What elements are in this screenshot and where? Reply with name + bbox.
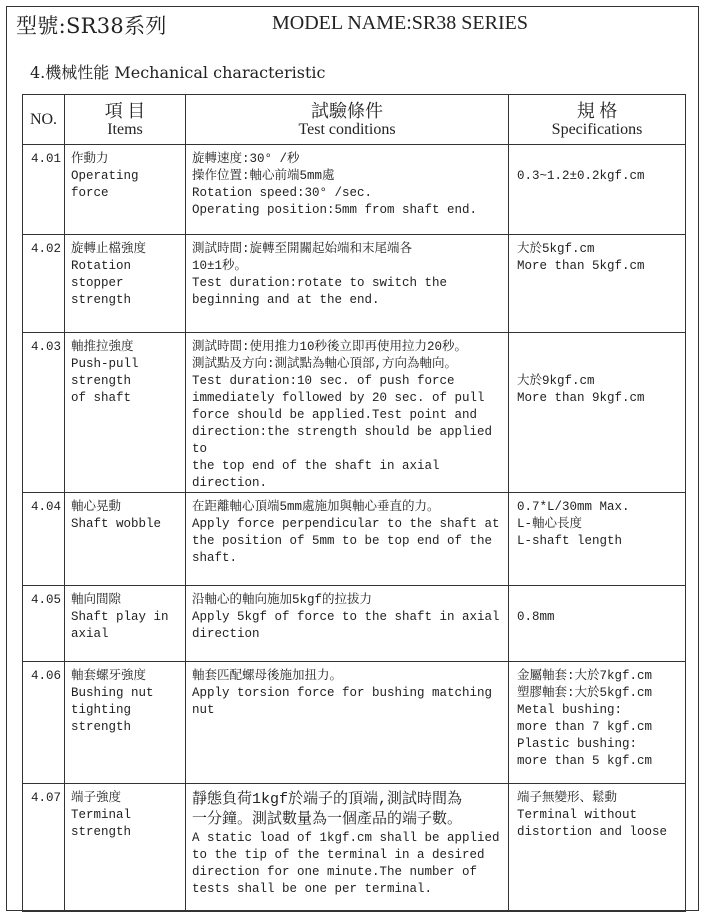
- row-conditions: 測試時間:旋轉至開關起始端和末尾端各 10±1秒。 Test duration:rotate to switch the beginning and at the end.: [186, 235, 509, 333]
- header-conditions: [186, 95, 509, 145]
- table-row: [23, 145, 686, 235]
- table-row: [23, 493, 686, 586]
- row-no: 4.04: [23, 493, 65, 586]
- row-specification: 端子無變形、鬆動 Terminal without distortion and loose: [509, 784, 686, 912]
- row-specification: 金屬軸套:大於7kgf.cm 塑膠軸套:大於5kgf.cm Metal bushing: more than 7 kgf.cm Plastic bushing: more than 5 kgf.cm: [509, 662, 686, 784]
- section-title: 4.機械性能 Mechanical characteristic: [30, 63, 326, 82]
- row-conditions: 沿軸心的軸向施加5kgf的拉拔力 Apply 5kgf of force to the shaft in axial direction: [186, 586, 509, 662]
- table-row: [23, 784, 686, 912]
- row-conditions: 旋轉速度:30° /秒 操作位置:軸心前端5mm處 Rotation speed:30° /sec. Operating position:5mm from shaft end.: [186, 145, 509, 235]
- row-specification: 0.3~1.2±0.2kgf.cm: [509, 145, 686, 235]
- row-no: 4.01: [23, 145, 65, 235]
- row-item: 軸套螺牙強度 Bushing nut tighting strength: [65, 662, 186, 784]
- row-specification: 0.7*L/30mm Max. L-軸心長度 L-shaft length: [509, 493, 686, 586]
- mechanical-characteristics-table: [22, 94, 686, 912]
- row-specification: 0.8mm: [509, 586, 686, 662]
- table-row: [23, 333, 686, 493]
- row-item: 旋轉止檔強度 Rotation stopper strength: [65, 235, 186, 333]
- header-conditions-en: Test conditions: [298, 120, 396, 138]
- header-no: NO.: [23, 95, 65, 145]
- row-no: 4.05: [23, 586, 65, 662]
- row-item: 端子強度 Terminal strength: [65, 784, 186, 912]
- row-no: 4.03: [23, 333, 65, 493]
- model-title-en: MODEL NAME:SR38 SERIES: [272, 12, 528, 34]
- table-header-row: [23, 95, 686, 145]
- row-conditions: 測試時間:使用推力10秒後立即再使用拉力20秒。 測試點及方向:測試點為軸心頂部,方向為軸向。 Test duration:10 sec. of push force immediately followed by 20 sec. of pull force should be applied.Test point and direction:the strength should be applied to the top end of the shaft in axial direction.: [186, 333, 509, 493]
- header-items: [65, 95, 186, 145]
- header-items-en: Items: [107, 120, 143, 138]
- row-item: 作動力 Operating force: [65, 145, 186, 235]
- header-conditions-zh: 試驗條件: [311, 100, 383, 121]
- row-conditions-zh: 靜態負荷1kgf於端子的頂端,測試時間為 一分鐘。測試數量為一個產品的端子數。: [192, 791, 463, 828]
- model-title-zh: 型號:SR38系列: [16, 14, 167, 38]
- table-row: [23, 586, 686, 662]
- row-specification: 大於5kgf.cm More than 5kgf.cm: [509, 235, 686, 333]
- row-item: 軸心晃動 Shaft wobble: [65, 493, 186, 586]
- header-specifications-en: Specifications: [551, 120, 643, 138]
- row-item: 軸推拉強度 Push-pull strength of shaft: [65, 333, 186, 493]
- row-conditions: 軸套匹配螺母後施加扭力。 Apply torsion force for bushing matching nut: [186, 662, 509, 784]
- row-conditions: [186, 784, 509, 912]
- header-items-zh: 項 目: [104, 100, 146, 121]
- row-specification: 大於9kgf.cm More than 9kgf.cm: [509, 333, 686, 493]
- row-conditions-en: A static load of 1kgf.cm shall be applied to the tip of the terminal in a desired direction for one minute.The number of tests shall be one per terminal.: [192, 831, 500, 896]
- header-specifications-zh: 規 格: [576, 100, 618, 121]
- row-no: 4.06: [23, 662, 65, 784]
- table-row: [23, 235, 686, 333]
- row-no: 4.07: [23, 784, 65, 912]
- row-conditions: 在距離軸心頂端5mm處施加與軸心垂直的力。 Apply force perpendicular to the shaft at the position of 5mm to be top end of the shaft.: [186, 493, 509, 586]
- row-item: 軸向間隙 Shaft play in axial: [65, 586, 186, 662]
- header-specifications: [509, 95, 686, 145]
- table-row: [23, 662, 686, 784]
- row-no: 4.02: [23, 235, 65, 333]
